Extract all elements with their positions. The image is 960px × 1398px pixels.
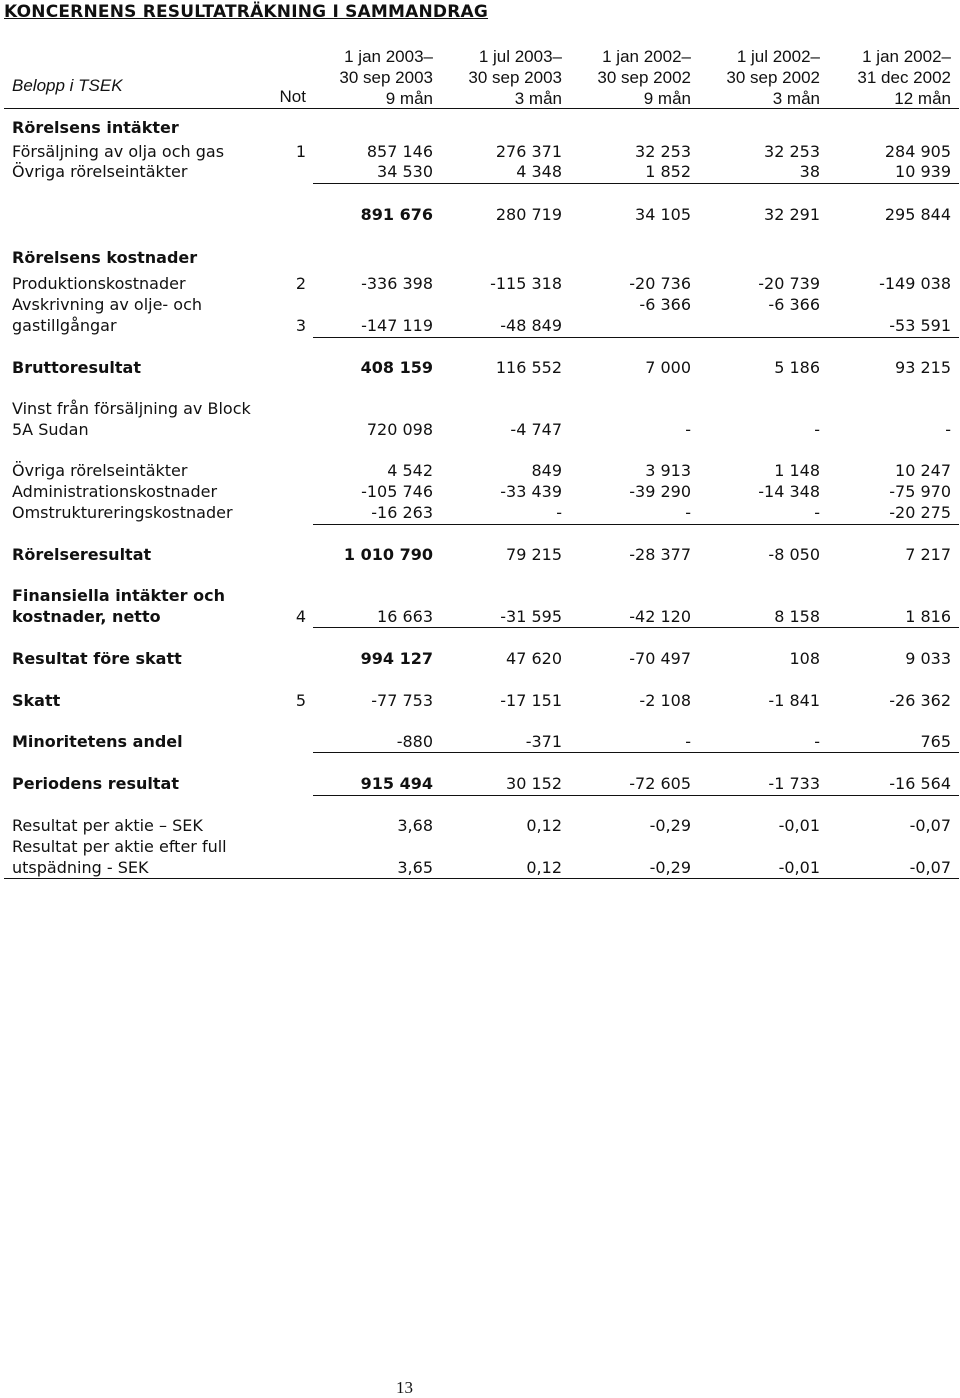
cell: -6 366	[639, 295, 691, 314]
row-label: Rörelseresultat	[12, 545, 152, 564]
cell: -0,01	[778, 858, 820, 877]
cell: 116 552	[495, 358, 562, 377]
table-row	[0, 858, 960, 878]
cell: 79 215	[506, 545, 562, 564]
column-header-line: 30 sep 2002	[597, 68, 691, 87]
column-header-2	[442, 46, 562, 109]
cell: -14 348	[758, 482, 820, 501]
column-header-line: 30 sep 2003	[468, 68, 562, 87]
cell: -149 038	[879, 274, 951, 293]
cell: -16 263	[371, 503, 433, 522]
note-ref: 1	[295, 142, 306, 161]
cell: -48 849	[500, 316, 562, 335]
cell: -72 605	[629, 774, 691, 793]
column-header-1	[313, 46, 433, 109]
cell: 276 371	[495, 142, 562, 161]
table-row-subtotal	[0, 205, 960, 225]
cell: 994 127	[360, 649, 433, 668]
cell: 16 663	[377, 607, 433, 626]
cell: -4 747	[510, 420, 562, 439]
column-header-4	[700, 46, 820, 109]
row-label: Bruttoresultat	[12, 358, 141, 377]
cell: 10 247	[895, 461, 951, 480]
cell: -20 736	[629, 274, 691, 293]
cell: 284 905	[884, 142, 951, 161]
column-header-line: 30 sep 2002	[726, 68, 820, 87]
cell: -	[556, 503, 562, 522]
cell: -371	[525, 732, 562, 751]
row-label: Periodens resultat	[12, 774, 179, 793]
cell: 891 676	[360, 205, 433, 224]
cell: 10 939	[895, 162, 951, 181]
cell: -	[945, 420, 951, 439]
cell: -20 275	[889, 503, 951, 522]
cell: 34 105	[635, 205, 691, 224]
document-title: KONCERNENS RESULTATRÄKNING I SAMMANDRAG	[4, 2, 489, 22]
row-label: Minoritetens andel	[12, 732, 183, 751]
table-row-total	[0, 358, 960, 378]
table-row	[0, 732, 960, 752]
table-row	[0, 461, 960, 481]
cell: 4 348	[516, 162, 562, 181]
cell: -70 497	[629, 649, 691, 668]
row-label: Avskrivning av olje- och	[12, 295, 203, 314]
cell: 765	[920, 732, 951, 751]
row-label: Resultat före skatt	[12, 649, 182, 668]
cell: 1 010 790	[343, 545, 433, 564]
cell: 9 033	[905, 649, 951, 668]
table-row	[0, 142, 960, 162]
table-row-total	[0, 649, 960, 669]
table-row	[0, 399, 960, 419]
row-label: Finansiella intäkter och	[12, 586, 225, 605]
table-row	[0, 503, 960, 523]
cell: 1 148	[774, 461, 820, 480]
table-row-total	[0, 545, 960, 565]
cell: 32 253	[635, 142, 691, 161]
column-header-line: 9 mån	[643, 89, 691, 108]
cell: -	[685, 503, 691, 522]
table-row-total	[0, 774, 960, 794]
row-label: Resultat per aktie – SEK	[12, 816, 203, 835]
cell: -26 362	[889, 691, 951, 710]
column-header-line: 3 mån	[772, 89, 820, 108]
cell: -8 050	[768, 545, 820, 564]
table-row	[0, 482, 960, 502]
cell: 0,12	[526, 816, 562, 835]
cell: -1 841	[768, 691, 820, 710]
row-label: Omstruktureringskostnader	[12, 503, 233, 522]
section-heading-revenue	[0, 118, 960, 138]
column-header-line: 1 jan 2003–	[344, 47, 433, 66]
cell: -16 564	[889, 774, 951, 793]
cell: 295 844	[884, 205, 951, 224]
cell: -	[814, 420, 820, 439]
cell: 8 158	[774, 607, 820, 626]
table-row	[0, 607, 960, 627]
cell: -31 595	[500, 607, 562, 626]
column-header-3	[571, 46, 691, 109]
cell: -53 591	[889, 316, 951, 335]
cell: -	[814, 503, 820, 522]
table-row	[0, 837, 960, 857]
cell: 7 000	[645, 358, 691, 377]
cell: -	[685, 732, 691, 751]
column-header-line: 1 jul 2003–	[478, 47, 562, 66]
cell: 108	[789, 649, 820, 668]
column-header-5	[831, 46, 951, 109]
row-label: Skatt	[12, 691, 61, 710]
row-label: Administrationskostnader	[12, 482, 218, 501]
cell: 849	[531, 461, 562, 480]
cell: -	[685, 420, 691, 439]
cell: -6 366	[768, 295, 820, 314]
subtotal-divider	[313, 752, 959, 753]
cell: 1 852	[645, 162, 691, 181]
column-header-line: 12 mån	[894, 89, 951, 108]
cell: 408 159	[360, 358, 433, 377]
table-row	[0, 295, 960, 315]
cell: -115 318	[490, 274, 562, 293]
row-label: kostnader, netto	[12, 607, 161, 626]
column-header-line: 30 sep 2003	[339, 68, 433, 87]
cell: -17 151	[500, 691, 562, 710]
table-row	[0, 586, 960, 606]
cell: -33 439	[500, 482, 562, 501]
column-header-line: 9 mån	[385, 89, 433, 108]
row-label: Rörelsens kostnader	[12, 248, 198, 267]
table-bottom-divider	[4, 878, 959, 879]
column-header-line: 1 jan 2002–	[602, 47, 691, 66]
row-label: Resultat per aktie efter full	[12, 837, 227, 856]
cell: 857 146	[366, 142, 433, 161]
cell: -880	[396, 732, 433, 751]
subtotal-divider	[313, 524, 959, 525]
cell: -0,07	[909, 816, 951, 835]
cell: 1 816	[905, 607, 951, 626]
amount-unit-label: Belopp i TSEK	[12, 76, 123, 95]
row-label: Övriga rörelseintäkter	[12, 461, 188, 480]
column-header-line: 1 jul 2002–	[736, 47, 820, 66]
subtotal-divider	[313, 337, 959, 338]
row-label: gastillgångar	[12, 316, 117, 335]
cell: 32 253	[764, 142, 820, 161]
cell: -2 108	[639, 691, 691, 710]
subtotal-divider	[313, 183, 959, 184]
cell: -147 119	[361, 316, 433, 335]
cell: 5 186	[774, 358, 820, 377]
cell: 915 494	[360, 774, 433, 793]
row-label: utspädning - SEK	[12, 858, 149, 877]
section-heading-costs	[0, 248, 960, 268]
cell: 34 530	[377, 162, 433, 181]
cell: 47 620	[506, 649, 562, 668]
cell: -0,29	[649, 858, 691, 877]
cell: 0,12	[526, 858, 562, 877]
cell: -77 753	[371, 691, 433, 710]
cell: 3,65	[397, 858, 433, 877]
subtotal-divider	[313, 627, 959, 628]
column-header-line: 31 dec 2002	[857, 68, 951, 87]
cell: 32 291	[764, 205, 820, 224]
table-row	[0, 691, 960, 711]
cell: -0,07	[909, 858, 951, 877]
cell: -105 746	[361, 482, 433, 501]
row-label: Vinst från försäljning av Block	[12, 399, 251, 418]
cell: -1 733	[768, 774, 820, 793]
cell: -0,01	[778, 816, 820, 835]
row-label: Övriga rörelseintäkter	[12, 162, 188, 181]
cell: -28 377	[629, 545, 691, 564]
cell: 4 542	[387, 461, 433, 480]
cell: 720 098	[366, 420, 433, 439]
cell: 280 719	[495, 205, 562, 224]
cell: 93 215	[895, 358, 951, 377]
cell: 30 152	[506, 774, 562, 793]
header-divider	[4, 108, 959, 109]
row-label: Rörelsens intäkter	[12, 118, 179, 137]
row-label: 5A Sudan	[12, 420, 89, 439]
note-ref: 5	[295, 691, 306, 710]
cell: 3,68	[397, 816, 433, 835]
cell: -	[814, 732, 820, 751]
note-ref: 4	[295, 607, 306, 626]
table-row	[0, 274, 960, 294]
table-row	[0, 316, 960, 336]
note-ref: 2	[295, 274, 306, 293]
note-column-header: Not	[279, 87, 306, 106]
table-row	[0, 162, 960, 182]
column-header-line: 3 mån	[514, 89, 562, 108]
table-row	[0, 420, 960, 440]
table-row	[0, 816, 960, 836]
cell: -0,29	[649, 816, 691, 835]
total-divider	[313, 795, 959, 796]
cell: 3 913	[645, 461, 691, 480]
note-ref: 3	[295, 316, 306, 335]
cell: -42 120	[629, 607, 691, 626]
cell: 38	[799, 162, 820, 181]
cell: -39 290	[629, 482, 691, 501]
cell: -75 970	[889, 482, 951, 501]
cell: 7 217	[905, 545, 951, 564]
row-label: Produktionskostnader	[12, 274, 186, 293]
page-number: 13	[396, 1378, 413, 1397]
row-label: Försäljning av olja och gas	[12, 142, 225, 161]
cell: -20 739	[758, 274, 820, 293]
cell: -336 398	[361, 274, 433, 293]
column-header-line: 1 jan 2002–	[862, 47, 951, 66]
